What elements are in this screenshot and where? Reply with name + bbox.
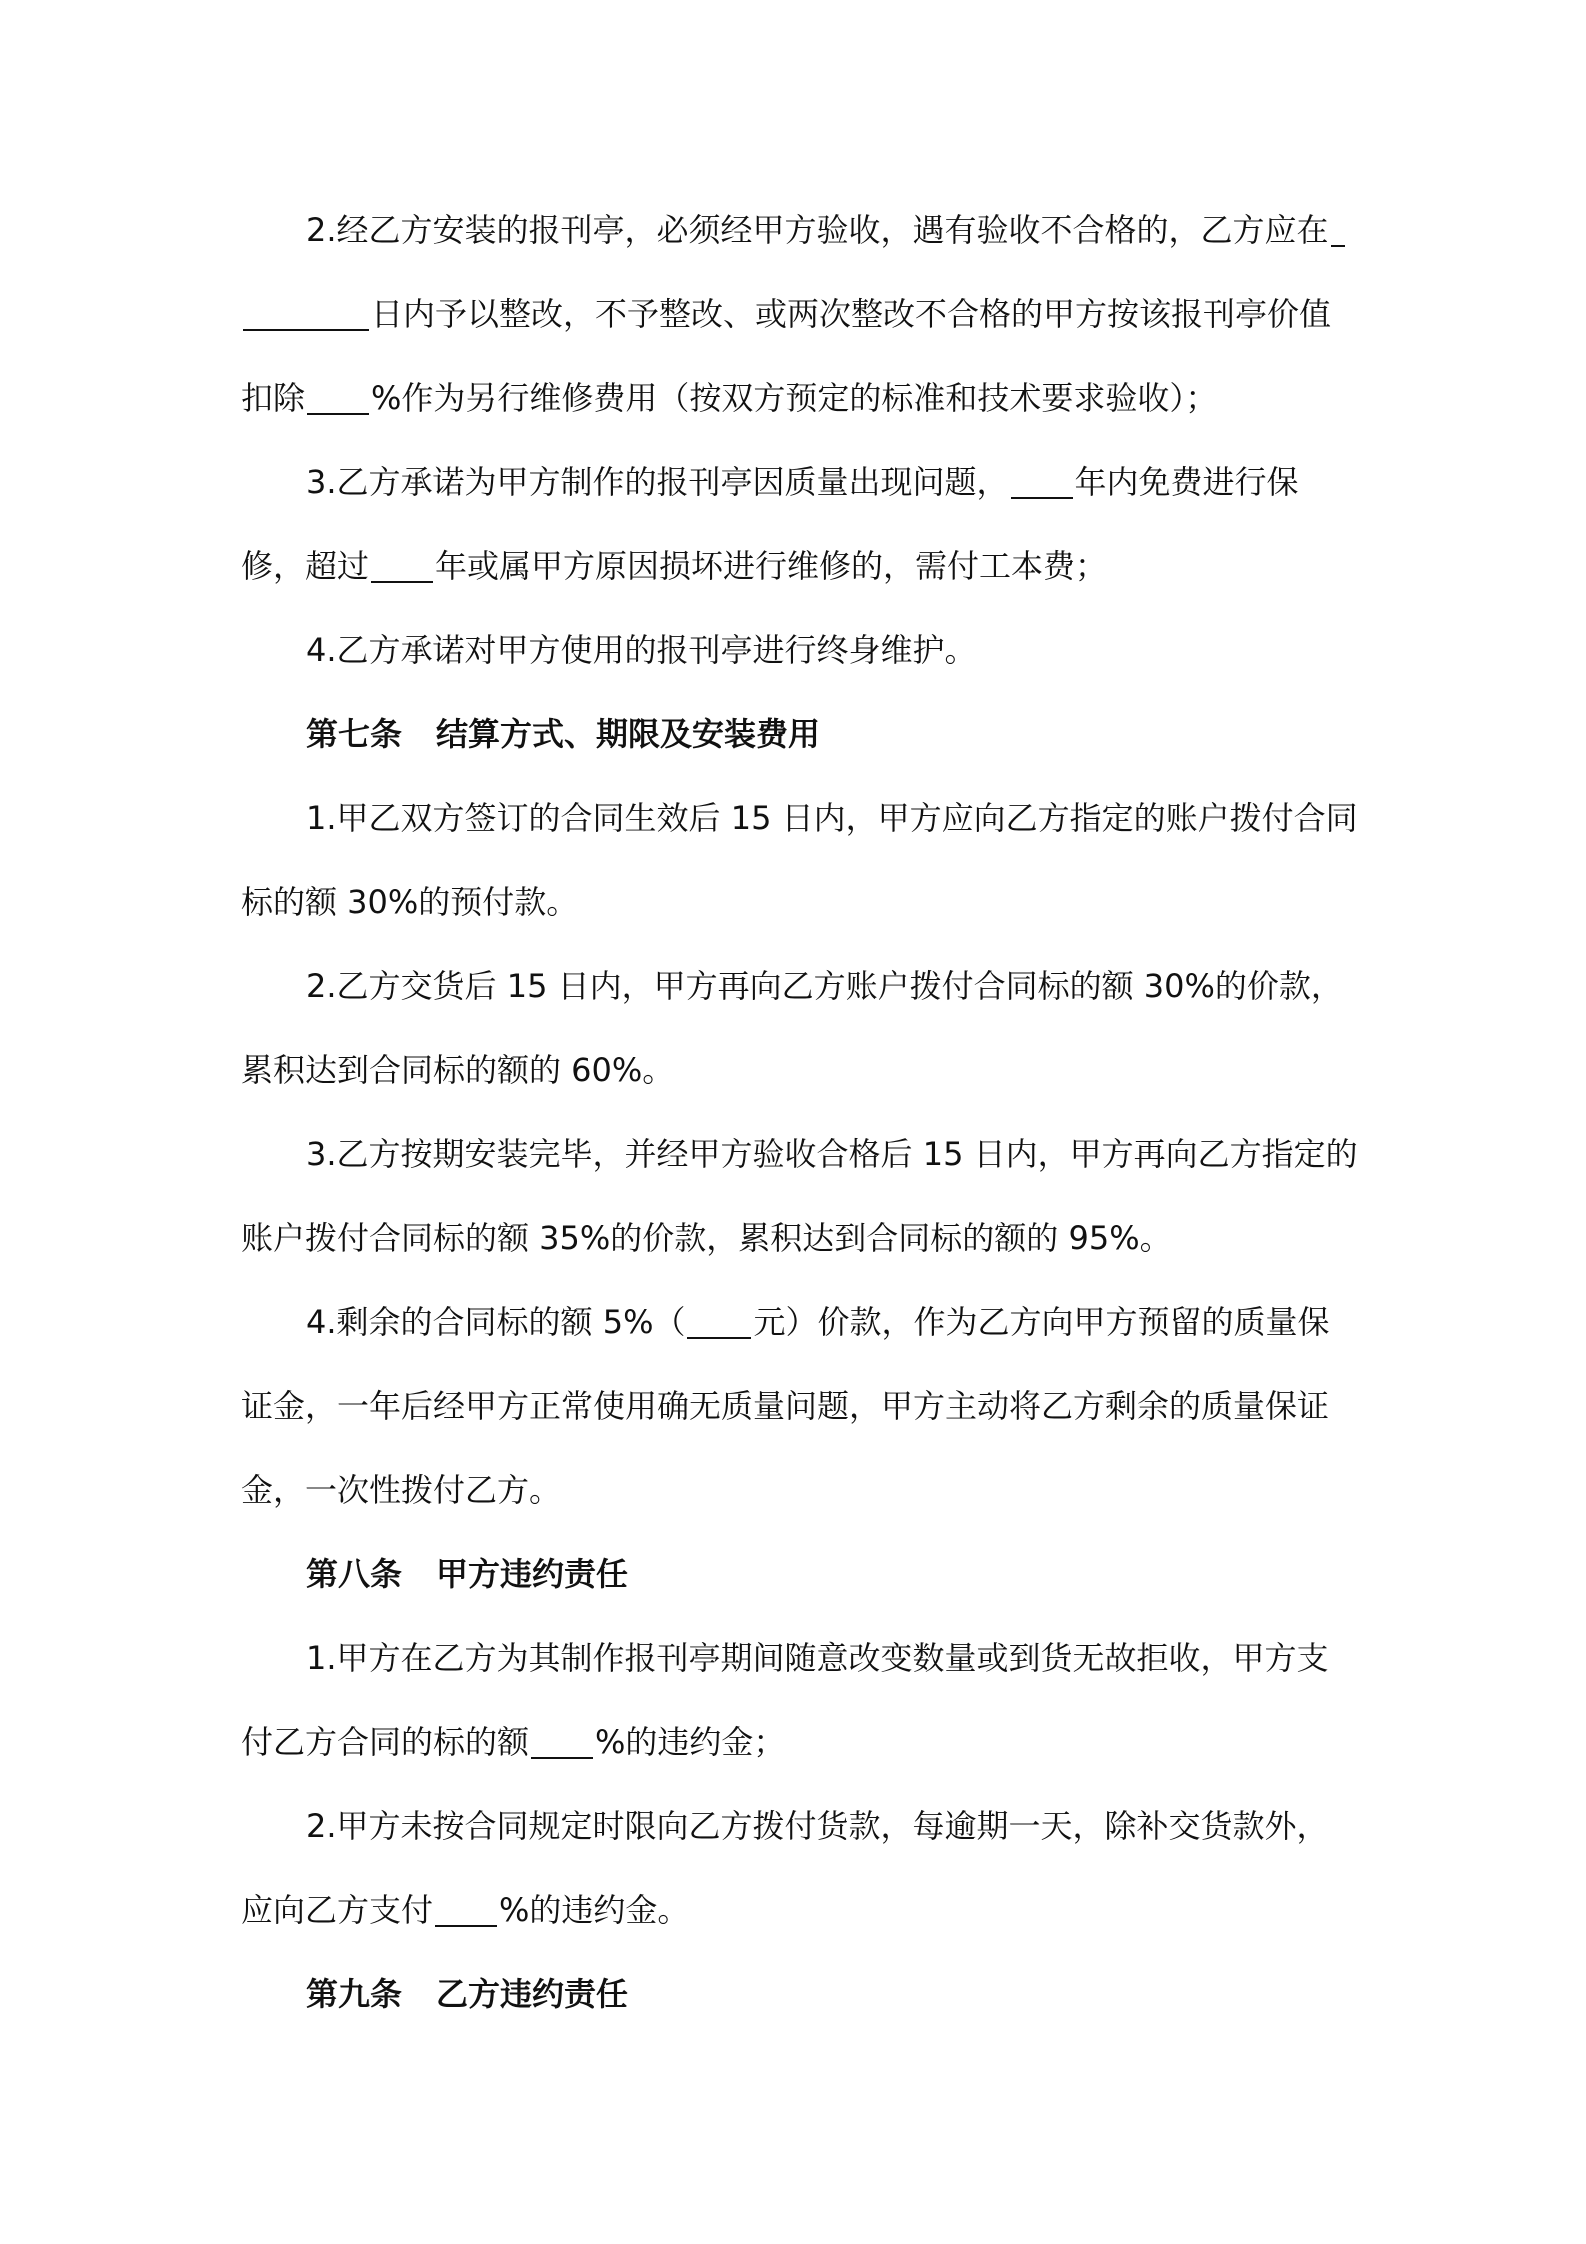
text-line: 修，超过 年或属甲方原因损坏进行维修的，需付工本费；: [241, 547, 1108, 585]
fill-in-blank: [435, 1889, 497, 1927]
article-heading: 第八条 甲方违约责任: [306, 1555, 629, 1593]
fill-in-blank: [531, 1721, 593, 1759]
article-heading: 第七条 结算方式、期限及安装费用: [306, 715, 821, 753]
text-line: 4.剩余的合同标的额 5%（ 元）价款，作为乙方向甲方预留的质量保: [306, 1303, 1330, 1341]
text-line: 金，一次性拨付乙方。: [241, 1471, 562, 1509]
article-heading: 第九条 乙方违约责任: [306, 1975, 629, 2013]
fill-in-blank: [1331, 209, 1345, 247]
text-line: 付乙方合同的标的额 %的违约金；: [241, 1723, 786, 1761]
text-line: 应向乙方支付 %的违约金。: [241, 1891, 690, 1929]
text-line: 日内予以整改，不予整改、或两次整改不合格的甲方按该报刊亭价值: [241, 284, 1331, 344]
text-line: 证金，一年后经甲方正常使用确无质量问题，甲方主动将乙方剩余的质量保证: [241, 1387, 1330, 1425]
text-line: 账户拨付合同标的额 35%的价款，累积达到合同标的额的 95%。: [241, 1219, 1172, 1257]
text-line: 2.乙方交货后 15 日内，甲方再向乙方账户拨付合同标的额 30%的价款，: [306, 967, 1343, 1005]
text-line: 4.乙方承诺对甲方使用的报刊亭进行终身维护。: [306, 631, 977, 669]
text-line: 1.甲乙双方签订的合同生效后 15 日内，甲方应向乙方指定的账户拨付合同: [306, 799, 1358, 837]
text-line: 1.甲方在乙方为其制作报刊亭期间随意改变数量或到货无故拒收，甲方支: [306, 1639, 1329, 1677]
fill-in-blank: [307, 377, 369, 415]
fill-in-blank: [1011, 461, 1073, 499]
fill-in-blank: [687, 1301, 751, 1339]
text-line: 2.经乙方安装的报刊亭，必须经甲方验收，遇有验收不合格的，乙方应在: [306, 200, 1347, 260]
fill-in-blank: [371, 545, 433, 583]
text-line: 扣除 %作为另行维修费用（按双方预定的标准和技术要求验收）；: [241, 379, 1218, 417]
text-line: 3.乙方承诺为甲方制作的报刊亭因质量出现问题， 年内免费进行保: [306, 463, 1299, 501]
text-line: 标的额 30%的预付款。: [241, 883, 579, 921]
text-line: 2.甲方未按合同规定时限向乙方拨付货款，每逾期一天，除补交货款外，: [306, 1807, 1329, 1845]
text-line: 累积达到合同标的额的 60%。: [241, 1051, 675, 1089]
fill-in-blank: [243, 293, 369, 331]
text-line: 3.乙方按期安装完毕，并经甲方验收合格后 15 日内，甲方再向乙方指定的: [306, 1135, 1358, 1173]
